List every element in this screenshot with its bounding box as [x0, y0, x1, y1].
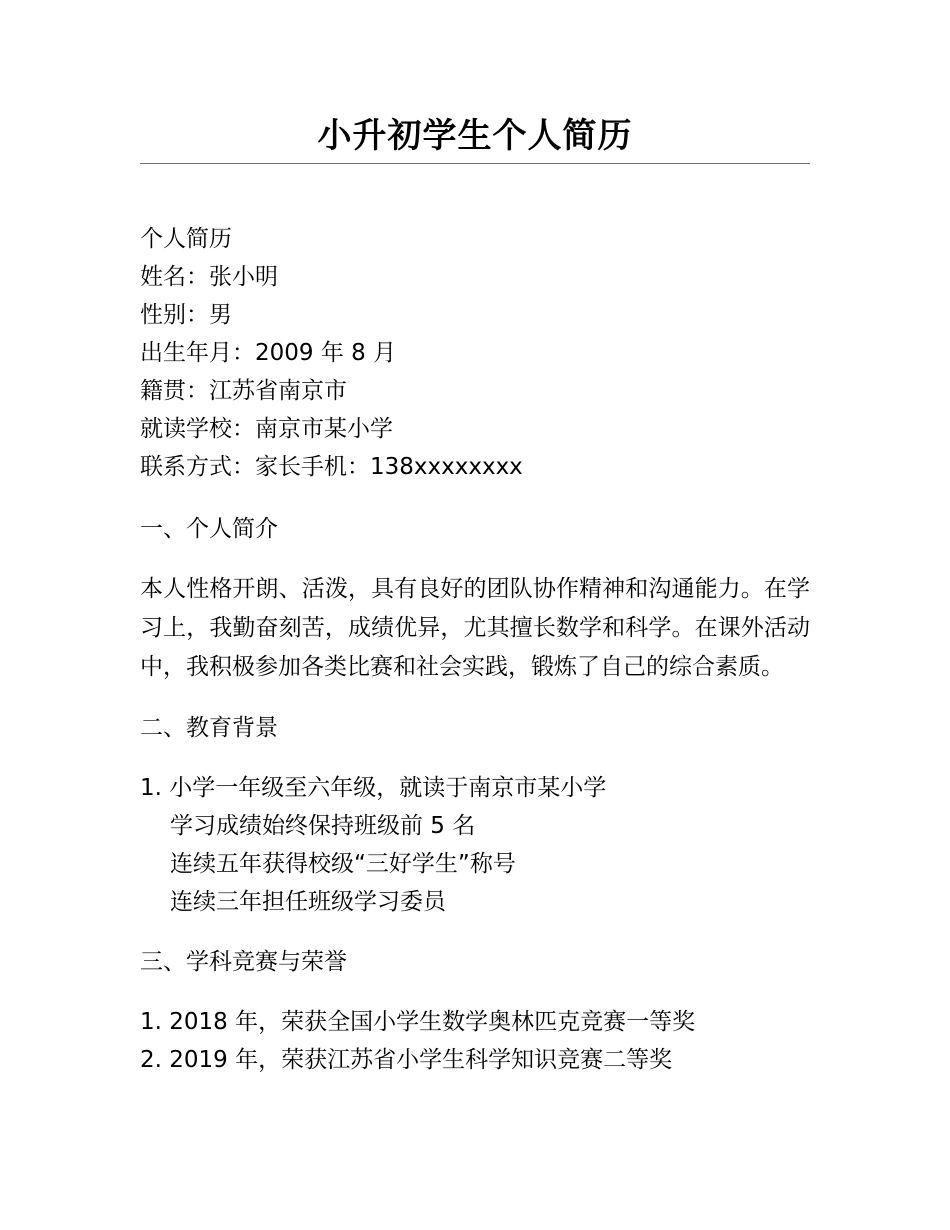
section-1-heading: 一、个人简介 — [140, 516, 278, 542]
hometown-line: 籍贯：江苏省南京市 — [140, 378, 347, 404]
section-2-heading: 二、教育背景 — [140, 715, 278, 741]
basic-info-block — [140, 220, 810, 486]
name-line: 姓名：张小明 — [140, 264, 278, 290]
school-line: 就读学校：南京市某小学 — [140, 416, 393, 442]
basic-info-heading: 个人简历 — [140, 226, 232, 252]
title-underline — [140, 163, 810, 164]
award-item: 2. 2019 年，荣获江苏省小学生科学知识竞赛二等奖 — [140, 1047, 673, 1073]
award-item: 1. 2018 年，荣获全国小学生数学奥林匹克竞赛一等奖 — [140, 1009, 696, 1035]
self-introduction-paragraph: 本人性格开朗、活泼，具有良好的团队协作精神和沟通能力。在学习上，我勤奋刻苦，成绩优异，尤其擅长数学和科学。在课外活动中，我积极参加各类比赛和社会实践，锻炼了自己的综合素质。 — [140, 576, 810, 680]
gender-line: 性别：男 — [140, 302, 232, 328]
resume-page — [140, 0, 810, 1079]
education-detail: 学习成绩始终保持班级前 5 名 — [170, 813, 476, 839]
section-3-heading: 三、学科竞赛与荣誉 — [140, 949, 347, 975]
contact-line: 联系方式：家长手机：138xxxxxxxx — [140, 454, 523, 480]
education-item-1: 1. 小学一年级至六年级，就读于南京市某小学 — [140, 775, 607, 801]
education-detail: 连续五年获得校级“三好学生”称号 — [170, 851, 516, 877]
education-detail: 连续三年担任班级学习委员 — [170, 889, 446, 915]
document-title: 小升初学生个人简历 — [317, 116, 633, 156]
birth-line: 出生年月：2009 年 8 月 — [140, 340, 397, 366]
